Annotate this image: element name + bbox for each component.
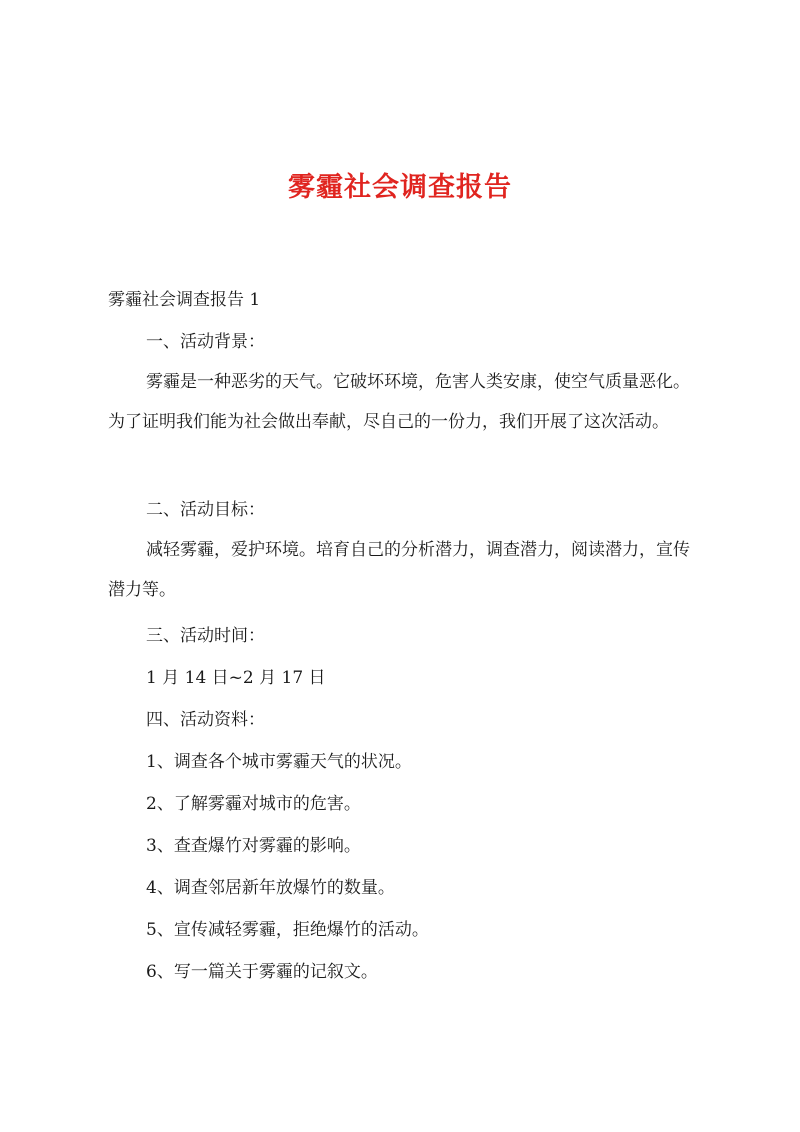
list-item: 2、了解雾霾对城市的危害。 — [146, 794, 361, 814]
list-item: 6、写一篇关于雾霾的记叙文。 — [146, 962, 378, 982]
goal-paragraph: 减轻雾霾，爱护环境。培育自己的分析潜力，调查潜力，阅读潜力，宣传潜力等。 — [108, 540, 690, 600]
time-heading: 三、活动时间： — [146, 626, 265, 646]
goal-heading: 二、活动目标： — [146, 500, 265, 520]
page-title: 雾霾社会调查报告 — [288, 172, 512, 203]
background-heading: 一、活动背景： — [146, 332, 265, 352]
list-item: 4、调查邻居新年放爆竹的数量。 — [146, 878, 395, 898]
list-item: 1、调查各个城市雾霾天气的状况。 — [146, 752, 412, 772]
report-subtitle: 雾霾社会调查报告 1 — [108, 290, 261, 310]
list-item: 3、查查爆竹对雾霾的影响。 — [146, 836, 361, 856]
time-text: 1 月 14 日~2 月 17 日 — [146, 668, 326, 688]
background-paragraph: 雾霾是一种恶劣的天气。它破坏环境，危害人类安康，使空气质量恶化。为了证明我们能为社会做出奉献，尽自己的一份力，我们开展了这次活动。 — [108, 372, 690, 432]
content-heading: 四、活动资料： — [146, 710, 265, 730]
list-item: 5、宣传减轻雾霾，拒绝爆竹的活动。 — [146, 920, 429, 940]
